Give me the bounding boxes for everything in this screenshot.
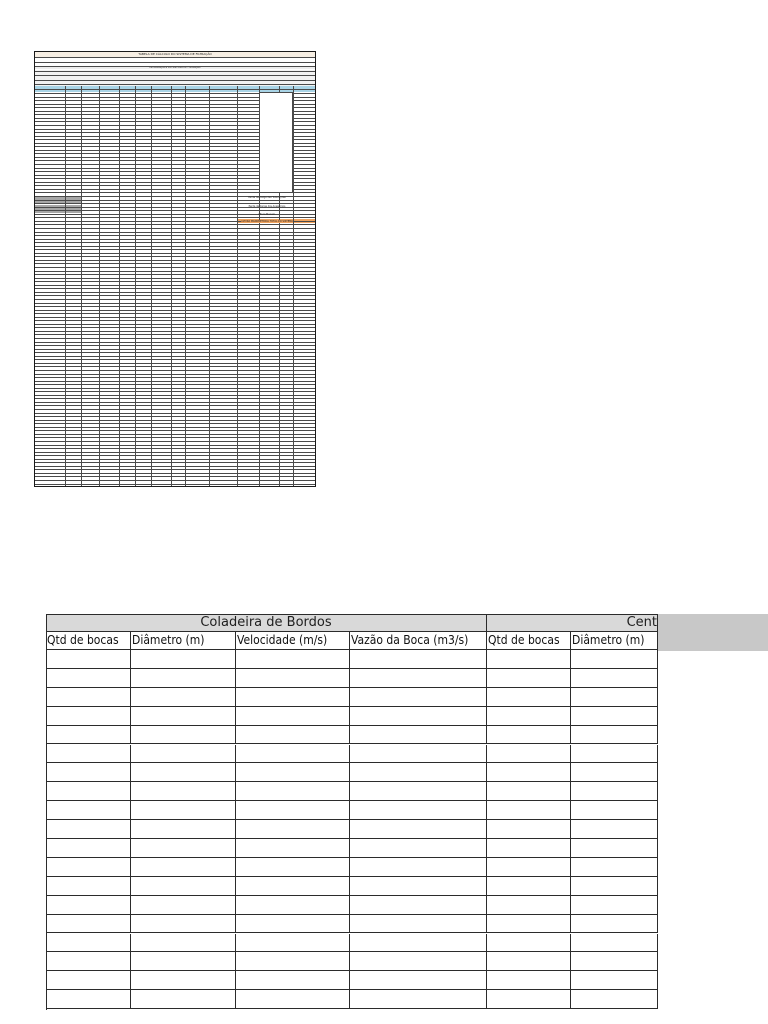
table-cell[interactable]	[236, 952, 350, 971]
table-cell[interactable]	[46, 669, 131, 688]
thumb-row-line	[35, 217, 315, 218]
thumb-row-line	[35, 263, 315, 264]
thumb-row-line	[35, 395, 315, 396]
group-header-cent: Cent	[487, 614, 658, 632]
thumb-row-line	[35, 235, 315, 236]
thumb-row-line	[35, 317, 315, 318]
table-cell[interactable]	[571, 763, 658, 782]
table-cell[interactable]	[487, 915, 571, 934]
header-vazao-da-boca: Vazão da Boca (m3/s)	[350, 632, 487, 650]
table-cell[interactable]	[350, 801, 487, 820]
table-cell[interactable]	[46, 745, 131, 764]
table-cell[interactable]	[236, 971, 350, 990]
thumb-row-line	[35, 89, 315, 90]
thumb-row-line	[35, 274, 315, 275]
table-cell[interactable]	[236, 934, 350, 953]
table-cell[interactable]	[571, 934, 658, 953]
thumb-row-line	[35, 239, 315, 240]
coladeira-table[interactable]	[46, 614, 658, 1010]
thumb-row-line	[35, 377, 315, 378]
thumb-row-line	[35, 409, 315, 410]
thumb-row-line	[35, 278, 315, 279]
thumb-col-line	[315, 86, 316, 487]
table-cell[interactable]	[487, 650, 571, 669]
thumb-row-line	[35, 306, 315, 307]
table-cell[interactable]	[350, 896, 487, 915]
thumb-row-line	[35, 249, 315, 250]
thumb-row-line	[35, 71, 315, 72]
table-cell[interactable]	[350, 782, 487, 801]
header-velocidade: Velocidade (m/s)	[236, 632, 350, 650]
table-cell[interactable]	[571, 782, 658, 801]
table-cell[interactable]	[487, 707, 571, 726]
table-cell[interactable]	[350, 971, 487, 990]
thumbnail-section-title: INFORMAÇÕES DO SISTEMA DE FILTRAÇÃO	[35, 66, 315, 69]
thumb-row-line	[35, 260, 315, 261]
table-cell[interactable]	[46, 820, 131, 839]
table-cell[interactable]	[571, 839, 658, 858]
table-cell[interactable]	[236, 915, 350, 934]
thumb-row-line	[35, 232, 315, 233]
thumb-row-line	[35, 352, 315, 353]
table-cell[interactable]	[350, 650, 487, 669]
table-cell[interactable]	[131, 934, 236, 953]
table-cell[interactable]	[46, 782, 131, 801]
thumb-row-line	[35, 459, 315, 460]
thumb-row-line	[35, 253, 315, 254]
thumb-row-line	[35, 299, 315, 300]
thumb-row-line	[35, 210, 315, 211]
header-qtd-de-bocas: Qtd de bocas	[46, 632, 131, 650]
thumb-row-line	[35, 452, 315, 453]
table-cell[interactable]	[236, 745, 350, 764]
thumb-row-line	[35, 374, 315, 375]
table-cell[interactable]	[46, 801, 131, 820]
thumb-row-line	[35, 203, 315, 204]
thumb-row-line	[35, 423, 315, 424]
table-cell[interactable]	[571, 688, 658, 707]
table-cell[interactable]	[131, 650, 236, 669]
thumb-row-line	[35, 420, 315, 421]
table-cell[interactable]	[487, 896, 571, 915]
thumb-row-line	[35, 342, 315, 343]
table-cell[interactable]	[487, 952, 571, 971]
thumb-row-line	[35, 430, 315, 431]
thumb-row-line	[35, 303, 315, 304]
table-cell[interactable]	[131, 763, 236, 782]
thumb-row-line	[35, 356, 315, 357]
table-cell[interactable]	[46, 952, 131, 971]
table-cell[interactable]	[350, 669, 487, 688]
thumb-row-line	[35, 295, 315, 296]
table-cell[interactable]	[131, 782, 236, 801]
thumbnail-summary-3: Altura Manom.	[258, 213, 276, 216]
table-cell[interactable]	[131, 990, 236, 1009]
thumb-row-line	[35, 359, 315, 360]
table-cell[interactable]	[571, 858, 658, 877]
thumb-row-line	[35, 381, 315, 382]
table-cell[interactable]	[236, 688, 350, 707]
thumb-row-line	[35, 455, 315, 456]
table-cell[interactable]	[131, 669, 236, 688]
table-cell[interactable]	[350, 934, 487, 953]
table-cell[interactable]	[46, 839, 131, 858]
thumb-row-line	[35, 398, 315, 399]
table-cell[interactable]	[131, 745, 236, 764]
table-cell[interactable]	[487, 877, 571, 896]
table-cell[interactable]	[571, 669, 658, 688]
thumb-row-line	[35, 271, 315, 272]
table-cell[interactable]	[131, 688, 236, 707]
thumb-row-line	[35, 370, 315, 371]
table-cell[interactable]	[350, 877, 487, 896]
thumb-row-line	[35, 462, 315, 463]
table-cell[interactable]	[571, 915, 658, 934]
thumb-row-line	[35, 473, 315, 474]
table-cell[interactable]	[46, 971, 131, 990]
thumb-row-line	[35, 480, 315, 481]
table-cell[interactable]	[487, 839, 571, 858]
table-cell[interactable]	[487, 801, 571, 820]
table-cell[interactable]	[236, 669, 350, 688]
thumb-row-line	[35, 331, 315, 332]
header-diametro-2: Diâmetro (m)	[571, 632, 658, 650]
thumb-row-line	[35, 437, 315, 438]
table-cell[interactable]	[236, 858, 350, 877]
table-cell[interactable]	[236, 990, 350, 1009]
table-cell[interactable]	[131, 915, 236, 934]
thumb-row-line	[35, 324, 315, 325]
table-cell[interactable]	[487, 990, 571, 1009]
table-cell[interactable]	[487, 820, 571, 839]
table-cell[interactable]	[46, 726, 131, 745]
column-header-overflow	[658, 614, 768, 651]
thumbnail-summary-2: Perda de Carga dos Acessórios	[248, 205, 286, 208]
table-cell[interactable]	[46, 858, 131, 877]
thumb-row-line	[35, 75, 315, 76]
table-cell[interactable]	[487, 726, 571, 745]
thumb-row-line	[35, 469, 315, 470]
thumb-row-line	[35, 256, 315, 257]
table-cell[interactable]	[487, 858, 571, 877]
thumb-row-line	[35, 320, 315, 321]
table-cell[interactable]	[46, 990, 131, 1009]
table-cell[interactable]	[487, 745, 571, 764]
table-cell[interactable]	[571, 801, 658, 820]
table-cell[interactable]	[571, 952, 658, 971]
thumb-row-line	[35, 466, 315, 467]
table-cell[interactable]	[236, 801, 350, 820]
thumb-row-line	[35, 434, 315, 435]
thumb-row-line	[35, 441, 315, 442]
table-cell[interactable]	[236, 763, 350, 782]
thumb-row-line	[35, 484, 315, 485]
table-cell[interactable]	[487, 782, 571, 801]
table-cell[interactable]	[350, 915, 487, 934]
table-cell[interactable]	[350, 820, 487, 839]
thumb-row-line	[35, 363, 315, 364]
thumb-row-line	[35, 366, 315, 367]
table-cell[interactable]	[487, 669, 571, 688]
thumb-row-line	[35, 416, 315, 417]
table-cell[interactable]	[131, 877, 236, 896]
thumbnail-title: TABELA DE CÁLCULO DO SISTEMA DE FILTRAÇÃO	[35, 52, 315, 58]
table-cell[interactable]	[131, 896, 236, 915]
table-cell[interactable]	[350, 839, 487, 858]
thumbnail-summary-total: ALTURA MANOMÉTRICA TOTAL DO SISTEMA	[241, 220, 293, 223]
thumb-row-line	[35, 242, 315, 243]
thumb-row-line	[35, 66, 315, 67]
thumb-row-line	[35, 402, 315, 403]
thumbnail-summary-1: Perda de Carga das Tubulações	[248, 196, 286, 199]
table-cell[interactable]	[350, 726, 487, 745]
thumb-row-line	[35, 334, 315, 335]
thumb-row-line	[35, 327, 315, 328]
group-header-coladeira-de-bordos: Coladeira de Bordos	[46, 614, 487, 632]
thumb-row-line	[35, 228, 315, 229]
table-cell[interactable]	[46, 877, 131, 896]
thumb-row-line	[35, 84, 315, 85]
table-cell[interactable]	[571, 971, 658, 990]
table-cell[interactable]	[131, 858, 236, 877]
table-cell[interactable]	[350, 688, 487, 707]
table-cell[interactable]	[571, 726, 658, 745]
thumb-row-line	[35, 285, 315, 286]
table-cell[interactable]	[487, 934, 571, 953]
table-cell[interactable]	[236, 896, 350, 915]
thumb-row-line	[35, 200, 315, 201]
thumb-row-line	[35, 384, 315, 385]
thumb-row-line	[35, 310, 315, 311]
thumb-row-line	[35, 413, 315, 414]
header-diametro: Diâmetro (m)	[131, 632, 236, 650]
table-cell[interactable]	[350, 745, 487, 764]
table-cell[interactable]	[46, 707, 131, 726]
table-cell[interactable]	[131, 952, 236, 971]
table-cell[interactable]	[350, 952, 487, 971]
table-cell[interactable]	[571, 707, 658, 726]
table-cell[interactable]	[571, 896, 658, 915]
table-cell[interactable]	[350, 707, 487, 726]
table-cell[interactable]	[571, 877, 658, 896]
sheet-thumbnail[interactable]	[34, 51, 316, 487]
table-cell[interactable]	[46, 915, 131, 934]
thumb-row-line	[35, 288, 315, 289]
table-cell[interactable]	[487, 688, 571, 707]
thumb-row-line	[35, 388, 315, 389]
table-cell[interactable]	[487, 971, 571, 990]
thumb-row-line	[35, 80, 315, 81]
thumb-row-line	[35, 267, 315, 268]
thumb-row-line	[35, 313, 315, 314]
table-cell[interactable]	[571, 650, 658, 669]
table-cell[interactable]	[571, 820, 658, 839]
table-cell[interactable]	[131, 707, 236, 726]
table-cell[interactable]	[236, 877, 350, 896]
table-cell[interactable]	[236, 820, 350, 839]
table-cell[interactable]	[131, 801, 236, 820]
table-cell[interactable]	[131, 820, 236, 839]
table-cell[interactable]	[236, 650, 350, 669]
table-cell[interactable]	[350, 763, 487, 782]
thumb-row-line	[35, 445, 315, 446]
table-cell[interactable]	[487, 763, 571, 782]
table-cell[interactable]	[46, 934, 131, 953]
thumb-row-line	[35, 476, 315, 477]
table-cell[interactable]	[46, 688, 131, 707]
table-cell[interactable]	[46, 650, 131, 669]
table-cell[interactable]	[131, 971, 236, 990]
thumb-row-line	[35, 448, 315, 449]
thumb-row-line	[35, 345, 315, 346]
table-cell[interactable]	[571, 990, 658, 1009]
thumb-row-line	[35, 62, 315, 63]
table-cell[interactable]	[236, 782, 350, 801]
thumb-merged-block	[259, 92, 293, 193]
thumb-row-line	[35, 391, 315, 392]
table-cell[interactable]	[571, 745, 658, 764]
thumb-row-line	[35, 224, 315, 225]
thumb-row-line	[35, 349, 315, 350]
table-cell[interactable]	[350, 858, 487, 877]
thumb-row-line	[35, 427, 315, 428]
table-cell[interactable]	[46, 896, 131, 915]
table-cell[interactable]	[236, 726, 350, 745]
table-cell[interactable]	[350, 990, 487, 1009]
thumb-row-line	[35, 338, 315, 339]
table-cell[interactable]	[236, 839, 350, 858]
thumb-row-line	[35, 246, 315, 247]
table-cell[interactable]	[46, 763, 131, 782]
table-cell[interactable]	[236, 707, 350, 726]
thumb-row-line	[35, 405, 315, 406]
thumb-row-line	[35, 281, 315, 282]
thumb-row-line	[35, 292, 315, 293]
header-qtd-de-bocas-2: Qtd de bocas	[487, 632, 571, 650]
table-cell[interactable]	[131, 726, 236, 745]
table-cell[interactable]	[131, 839, 236, 858]
thumb-row-line	[35, 57, 315, 58]
